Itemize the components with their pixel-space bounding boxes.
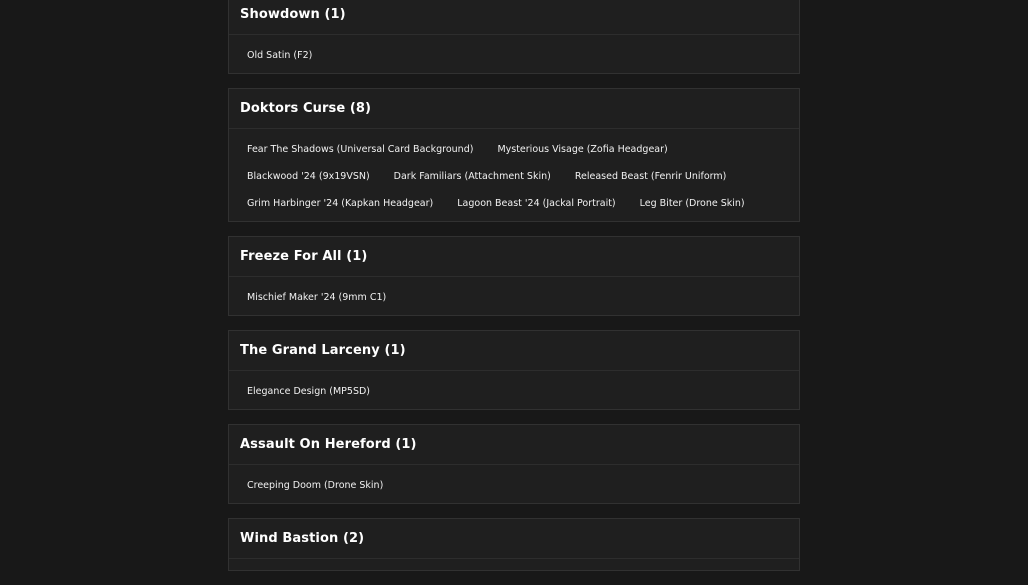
reward-item-link[interactable]: Creeping Doom (Drone Skin)	[247, 480, 384, 491]
event-title: Doktors Curse (8)	[229, 89, 799, 129]
event-title: Showdown (1)	[229, 0, 799, 35]
event-card	[228, 236, 800, 316]
reward-item-link[interactable]: Lagoon Beast '24 (Jackal Portrait)	[457, 198, 616, 209]
reward-item-link[interactable]: Fear The Shadows (Universal Card Background)	[247, 144, 474, 155]
event-card	[228, 88, 800, 222]
event-list	[228, 0, 800, 585]
reward-item-link[interactable]: Leg Biter (Drone Skin)	[639, 198, 745, 209]
event-title: Assault On Hereford (1)	[229, 425, 799, 465]
reward-item-link[interactable]: Released Beast (Fenrir Uniform)	[574, 171, 727, 182]
event-card	[228, 518, 800, 571]
event-items	[229, 129, 799, 221]
reward-item-link[interactable]: Old Satin (F2)	[247, 50, 313, 61]
event-items	[229, 559, 799, 570]
event-card	[228, 330, 800, 410]
reward-item-link[interactable]: Blackwood '24 (9x19VSN)	[247, 171, 370, 182]
event-card	[228, 424, 800, 504]
event-title: Wind Bastion (2)	[229, 519, 799, 559]
event-title: Freeze For All (1)	[229, 237, 799, 277]
event-items	[229, 35, 799, 73]
event-items	[229, 371, 799, 409]
event-card	[228, 0, 800, 74]
reward-item-link[interactable]: Mischief Maker '24 (9mm C1)	[247, 292, 387, 303]
event-items	[229, 277, 799, 315]
reward-item-link[interactable]: Grim Harbinger '24 (Kapkan Headgear)	[247, 198, 434, 209]
reward-item-link[interactable]: Mysterious Visage (Zofia Headgear)	[497, 144, 668, 155]
event-items	[229, 465, 799, 503]
reward-item-link[interactable]: Elegance Design (MP5SD)	[247, 386, 370, 397]
reward-item-link[interactable]: Dark Familiars (Attachment Skin)	[393, 171, 551, 182]
event-title: The Grand Larceny (1)	[229, 331, 799, 371]
